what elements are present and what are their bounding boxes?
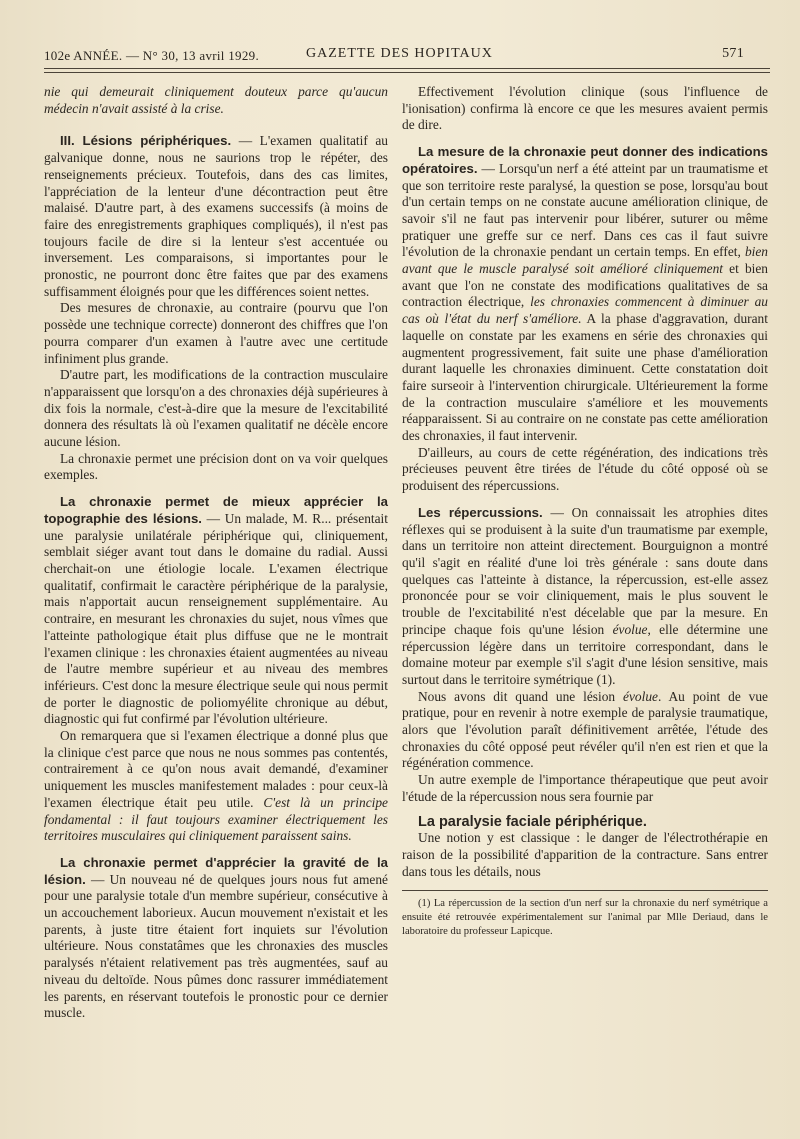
left-column: [44, 84, 388, 1022]
header-rule: [44, 68, 770, 69]
journal-title: GAZETTE DES HOPITAUX: [306, 46, 493, 61]
section-indications-operatoires: La mesure de la chronaxie peut donner des indications opératoires. — Lorsqu'un nerf a été atteint par un traumatisme et que son territoire reste paralysé, la question se pose, lorsqu'au bout d'un certain temps on ne constate aucune amélioration clinique, de savoir s'il ne faut pas intervenir pour libérer, suturer ou même pratiquer une greffe sur ce nerf. Dans ces cas il faut suivre l'évolution de la chronaxie pendant un certain temps. En effet, bien avant que le muscle paralysé soit amélioré cliniquement et bien avant que l'on ne constate des modifications qualitatives de sa contraction électrique, les chronaxies commencent à diminuer au cas où l'état du nerf s'améliore. A la phase d'aggravation, durant laquelle on constate par les examens en série des chronaxies qui augmentent progressivement, fait suite une phase d'amélioration durant laquelle les chronaxies diminuent. Cette constatation doit faire surseoir à l'intervention chirurgicale. Ultérieurement la forme de la contraction musculaire s'améliore et les mouvements réapparaissent. Si au contraire on ne constate pas cette amélioration des chronaxies, il faut intervenir.: [402, 144, 768, 444]
paragraph: Un autre exemple de l'importance thérapeutique que peut avoir l'étude de la répercussion nous sera fournie par: [402, 772, 768, 804]
paragraph: Effectivement l'évolution clinique (sous l'influence de l'ionisation) confirma là encore ce que les mesures avaient permis de dire.: [402, 84, 768, 133]
page-number: 571: [722, 46, 744, 61]
section-topographie: La chronaxie permet de mieux apprécier la topographie des lésions. — Un malade, M. R... présentait une paralysie unilatérale périphérique qui, cliniquement, semblait siéger avant tout dans le domaine du radial. Aussi cherchait-on une étiologie locale. L'examen électrique qualitatif, confirmait le caractère périphérique de la paralysie, mais n'apportait aucun renseignement supplémentaire. Au contraire, en mesurant les chronaxies du sujet, nous vîmes que l'atteinte pathologique était plus diffuse que ne le montrait l'examen clinique : les chronaxies étaient augmentées au niveau de l'autre membre supérieur et au niveau des membres inférieurs. C'est donc la mesure électrique seule qui nous permit de porter le diagnostic de poliomyélite chronique au début, diagnostic qui fut confirmé par l'évolution ultérieure.: [44, 494, 388, 727]
section-lesions-peripheriques: III. Lésions périphériques. — L'examen qualitatif au galvanique donne, nous ne saurions trop le répéter, des renseignements précieux. Toutefois, dans des cas limites, l'appréciation de la lenteur d'une décontraction peut être malaisé. D'autre part, à des examens successifs (à moins de faire des enregistrements graphiques compliqués), il n'est pas toujours facile de dire si la lenteur s'est accentuée ou inversement. Les comparaisons, si importantes pour le pronostic, ne pourront donc être faites que par des examens suffisamment éloignés pour que les différences soient nettes.: [44, 133, 388, 299]
section-repercussions: Les répercussions. — On connaissait les atrophies dites réflexes qui se produisent à la suite d'un traumatisme par exemple, dans un territoire non atteint directement. Bourguignon a montré qu'il s'agit en réalité d'une loi très générale : sans doute dans quelques cas l'atteinte à distance, la répercussion, est-elle assez prononcée pour se voir cliniquement, mais le plus souvent le trouble de l'excitabilité n'est décelable que par la mesure. En principe chaque fois qu'une lésion évolue, elle détermine une répercussion légère dans un territoire correspondant, dans le domaine moteur par exemple s'il s'agit d'une lésion sensitive, mais surtout dans le territoire symétrique (1).: [402, 504, 768, 687]
header-rule-double: [44, 72, 770, 73]
page-header: [44, 44, 744, 66]
paragraph: La chronaxie permet une précision dont on va voir quelques exemples.: [44, 450, 388, 483]
footnote-rule: [402, 890, 768, 891]
section-heading: Les répercussions.: [418, 504, 543, 520]
section-heading-paralysie-faciale: La paralysie faciale périphérique.: [418, 813, 647, 830]
section-gravite: La chronaxie permet d'apprécier la gravité de la lésion. — Un nouveau né de quelques jours nous fut amené pour une paralysie totale d'un membre supérieur, consécutive à un accouchement laborieux. Aucun mouvement n'existait et les parents, à juste titre étaient fort inquiets sur l'évolution ultérieure. Nous constatâmes que les chronaxies des muscles paralysés n'étaient relativement pas très augmentées, sauf au niveau du deltoïde. Nous pûmes donc rassurer immédiatement les parents, en réservant toutefois le pronostic pour ce dernier muscle.: [44, 854, 388, 1021]
section-heading: La chronaxie permet de mieux apprécier la topographie des lésions.: [44, 494, 388, 526]
section-heading: III. Lésions périphériques.: [60, 133, 232, 149]
section-heading: La mesure de la chronaxie peut donner des indications opératoires.: [402, 144, 768, 176]
paragraph: Des mesures de chronaxie, au contraire (pourvu que l'on possède une technique correcte) donneront des chiffres que l'on pourra comparer d'un examen à l'autre avec une certitude infiniment plus grande.: [44, 300, 388, 366]
section-heading: La chronaxie permet d'apprécier la gravité de la lésion.: [44, 854, 388, 887]
issue-info: 102e ANNÉE. — N° 30, 13 avril 1929.: [44, 48, 260, 63]
footnote: (1) La répercussion de la section d'un nerf sur la chronaxie du nerf symétrique a ensuite été retrouvée expérimentalement sur l'animal par Mlle Deriaud, dans le laboratoire du professeur Lapicque.: [402, 898, 768, 937]
paragraph: D'autre part, les modifications de la contraction musculaire n'apparaissent que lorsqu'on a des chronaxies déjà supérieures à dix fois la normale, c'est-à-dire que la mesure de l'excitabilité donnera des résultats là où l'examen qualitatif ne décèle encore aucune lésion.: [44, 367, 388, 450]
paragraph: On remarquera que si l'examen électrique a donné plus que la clinique c'est parce que nous ne nous sommes pas contentés, contrairement à ce qu'on nous avait demandé, d'examiner uniquement les muscles manifestement malades : pour ceux-là l'examen électrique était peu utile. C'est là un principe fondamental : il faut toujours examiner électriquement les territoires musculaires qui cliniquement paraissent sains.: [44, 728, 388, 844]
paragraph-continuation: nie qui demeurait cliniquement douteux parce qu'aucun médecin n'avait assisté à la crise.: [44, 84, 388, 116]
paragraph: Nous avons dit quand une lésion évolue. Au point de vue pratique, pour en revenir à notre exemple de paralysie traumatique, alors que l'évolution paraît définitivement arrêtée, l'étude des chronaxies du côté opposé peut révéler qu'il n'en est rien et que la régénération commence.: [402, 688, 768, 771]
paragraph: D'ailleurs, au cours de cette régénération, des indications très précieuses peuvent être tirées de l'étude du côté opposé où se produisent des répercussions.: [402, 444, 768, 494]
paragraph: Une notion y est classique : le danger de l'électrothérapie en raison de la possibilité d'apparition de la contracture. Sans entrer dans tous les détails, nous: [402, 830, 768, 879]
right-column: [402, 84, 768, 938]
